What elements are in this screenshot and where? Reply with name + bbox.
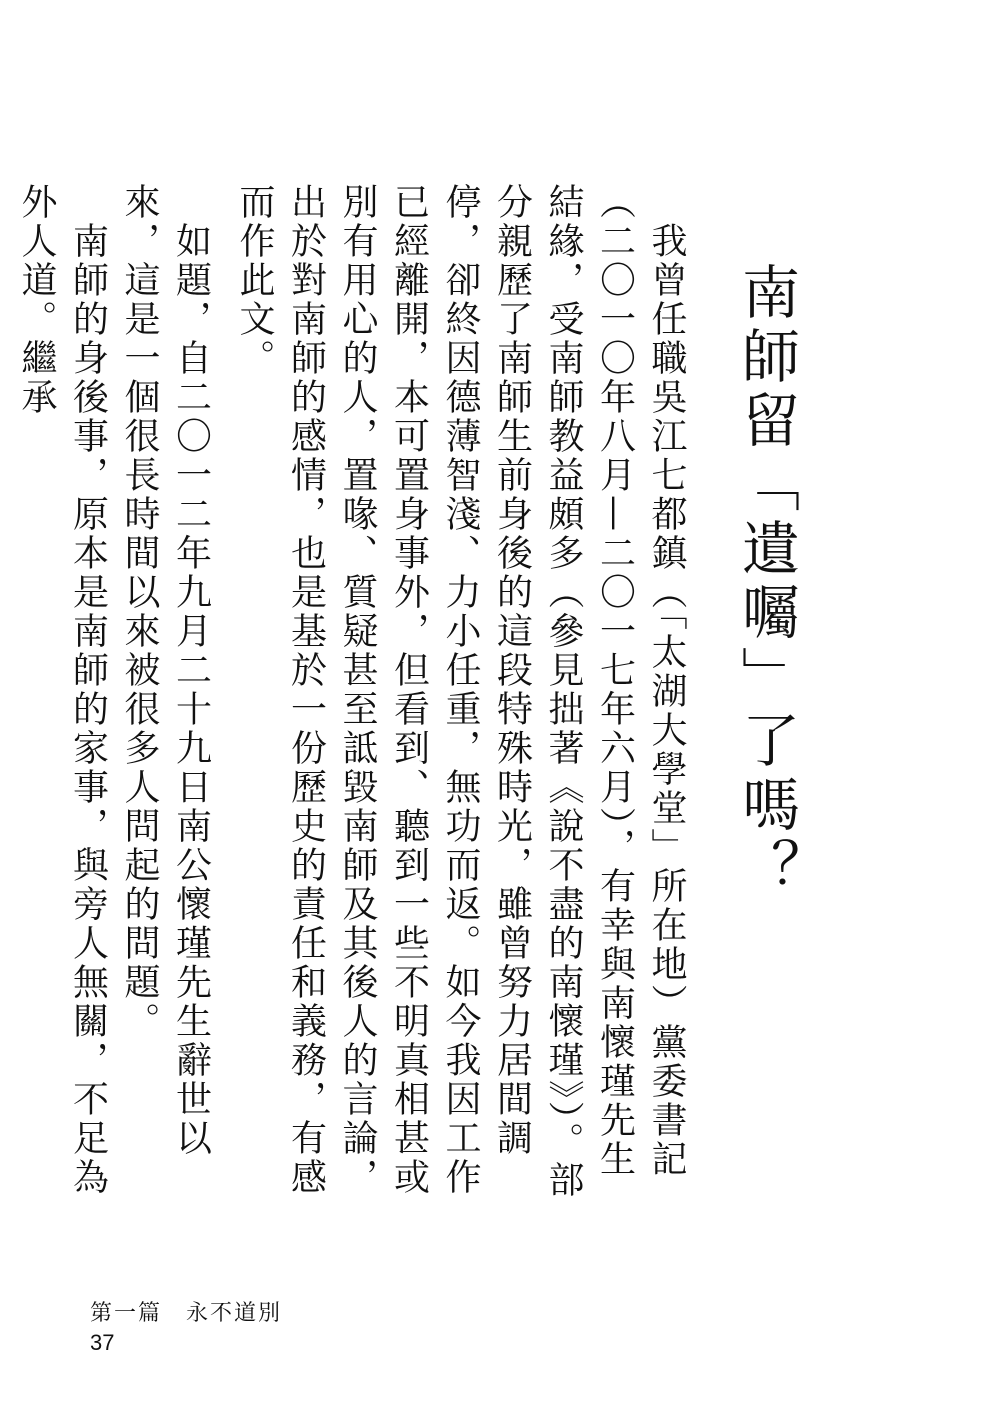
paragraph-question: 如題，自二〇一二年九月二十九日南公懷瑾先生辭世以來，這是一個很長時間以來被很多人問起的問題。 <box>119 183 212 1158</box>
running-footer-section: 第一篇 永不道別 <box>90 1301 283 1326</box>
chapter-title: 南師留「遺囑」了嗎？ <box>732 262 800 902</box>
page-number: 37 <box>90 1330 115 1355</box>
paragraph-gap <box>217 183 229 1213</box>
paragraph-intro: 我曾任職吳江七都鎮（「太湖大學堂」所在地）黨委書記（二〇一〇年八月—二〇一七年六月），有幸與南懷瑾先生結緣，受南師教益頗多（參見拙著《說不盡的南懷瑾》）。部分親歷了南師生前身後的這段特殊時光，雖曾努力居間調停，卻終因德薄智淺、力小任重，無功而返。如今我因工作已經離開，本可置身事外，但看到、聽到一些不明真相甚或別有用心的人，置喙、質疑甚至詆毀南師及其後人的言論，出於對南師的感情，也是基於一份歷史的責任和義務，有感而作此文。 <box>234 183 687 1200</box>
paragraph-continuation: 南師的身後事，原本是南師的家事，與旁人無關，不足為外人道。繼承 <box>16 183 109 1197</box>
body-text <box>16 183 692 1213</box>
